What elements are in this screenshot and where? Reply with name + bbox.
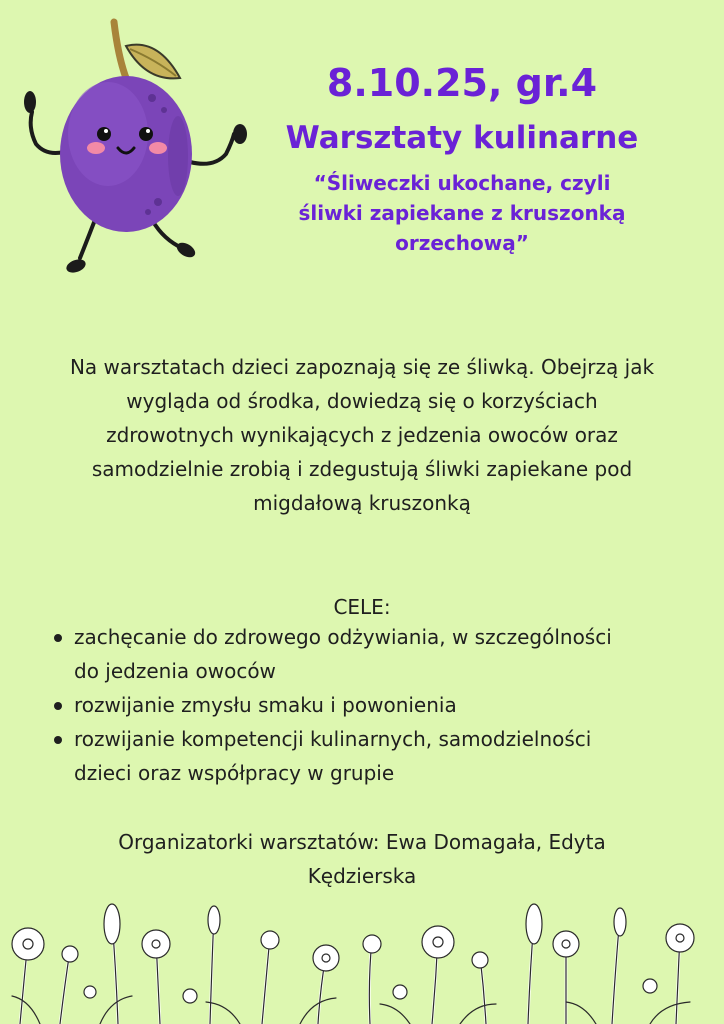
intro-line: wygląda od środka, dowiedzą się o korzyściach bbox=[126, 389, 598, 413]
goal-item bbox=[50, 620, 700, 688]
goal-line: do jedzenia owoców bbox=[74, 659, 276, 683]
goal-line: zachęcanie do zdrowego odżywiania, w szczególności bbox=[74, 625, 612, 649]
goal-item bbox=[50, 722, 700, 790]
goals-heading: CELE: bbox=[333, 595, 391, 619]
organizers-line: Kędzierska bbox=[307, 864, 417, 888]
goal-line: rozwijanie zmysłu smaku i powonienia bbox=[74, 693, 457, 717]
intro-line: migdałową kruszonką bbox=[253, 491, 471, 515]
goals-list bbox=[50, 620, 700, 790]
intro-line: samodzielnie zrobią i zdegustują śliwki zapiekane pod bbox=[91, 457, 633, 481]
organizers-line: Organizatorki warsztatów: Ewa Domagała, Edyta bbox=[118, 830, 606, 854]
date-group: 8.10.25, gr.4 bbox=[326, 61, 598, 105]
subtitle-line: “Śliweczki ukochane, czyli bbox=[313, 171, 611, 195]
cartoon-plum-icon bbox=[18, 16, 258, 280]
subtitle-line: śliwki zapiekane z kruszonką bbox=[298, 201, 626, 225]
intro-paragraph bbox=[30, 350, 694, 520]
organizers bbox=[60, 825, 664, 893]
wildflower-border-icon bbox=[0, 900, 724, 1024]
goal-line: rozwijanie kompetencji kulinarnych, samodzielności bbox=[74, 727, 592, 751]
workshop-title: Warsztaty kulinarne bbox=[285, 120, 639, 156]
goal-line: dzieci oraz współpracy w grupie bbox=[74, 761, 395, 785]
subtitle-line: orzechową” bbox=[395, 231, 529, 255]
intro-line: Na warsztatach dzieci zapoznają się ze śliwką. Obejrzą jak bbox=[69, 355, 655, 379]
goal-item bbox=[50, 688, 700, 722]
header bbox=[262, 60, 662, 258]
intro-line: zdrowotnych wynikających z jedzenia owoców oraz bbox=[106, 423, 618, 447]
workshop-subtitle bbox=[262, 168, 662, 258]
